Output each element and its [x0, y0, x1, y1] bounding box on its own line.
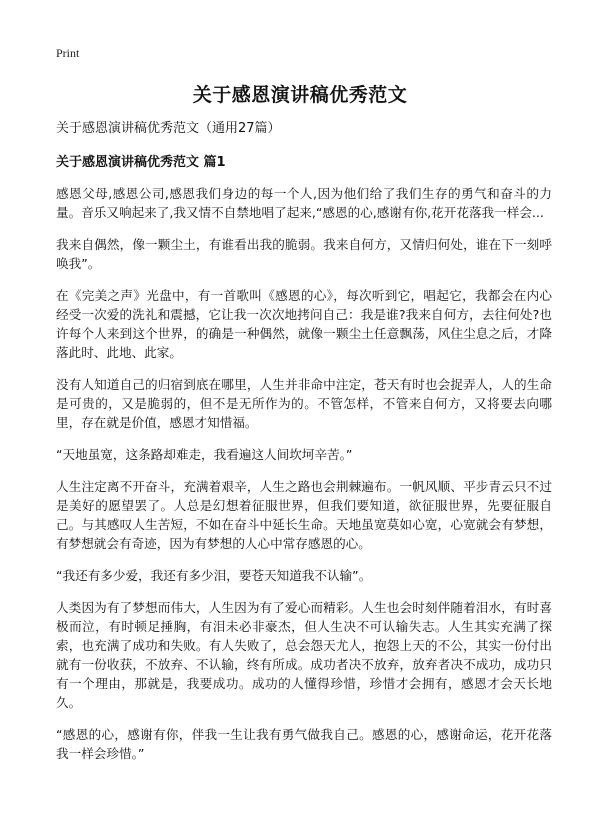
- paragraph-7: “我还有多少爱，我还有多少泪，要苍天知道我不认输”。: [56, 568, 372, 583]
- paragraph-9: “感恩的心，感谢有你，伴我一生让我有勇气做我自己。感恩的心，感谢命运，花开花落我一样会珍惜。”: [56, 727, 552, 761]
- section-heading: 关于感恩演讲稿优秀范文 篇1: [56, 155, 226, 170]
- document-subtitle: 关于感恩演讲稿优秀范文（通用27篇）: [56, 121, 281, 136]
- print-link[interactable]: Print: [56, 46, 80, 60]
- paragraph-4: 没有人知道自己的归宿到底在哪里，人生并非命中注定，苍天有时也会捉弄人，人的生命是可贵的，又是脆弱的，但不是无所作为的。不管怎样，不管来自何方，又将要去向哪里，存在就是价值，感恩才知惜福。: [56, 377, 552, 430]
- paragraph-8: 人类因为有了梦想而伟大，人生因为有了爱心而精彩。人生也会时刻伴随着泪水，有时喜极而泣，有时顿足捶胸，有泪未必非豪杰，但人生决不可认输失志。人生其实充满了探索，也充满了成功和失败。有人失败了，总会怨天尤人，抱怨上天的不公，其实一份付出就有一份收获，不放弃、不认输，终有所成。成功者决不放弃，放弃者决不成功，成功只有一个理由，那就是，我要成功。成功的人懂得珍惜，珍惜才会拥有，感恩才会天长地久。: [56, 600, 552, 710]
- paragraph-6: 人生注定离不开奋斗，充满着艰辛，人生之路也会荆棘遍布。一帆风顺、平步青云只不过是美好的愿望罢了。人总是幻想着征服世界，但我们要知道，欲征服世界，先要征服自己。与其感叹人生苦短，不如在奋斗中延长生命。天地虽宽莫如心宽，心宽就会有梦想，有梦想就会有奇迹，因为有梦想的人心中常存感恩的心。: [56, 479, 552, 551]
- paragraph-3: 在《完美之声》光盘中，有一首歌叫《感恩的心》，每次听到它，唱起它，我都会在内心经受一次爱的洗礼和震撼，它让我一次次地拷问自己：我是谁?我来自何方，去往何处?也许每个人来到这个世界，的确是一种偶然，就像一颗尘土任意飘荡，风住尘息之后，才降落此时、此地、此家。: [56, 288, 552, 360]
- paragraph-5: “天地虽宽，这条路却难走，我看遍这人间坎坷辛苦。”: [56, 447, 353, 462]
- page-title: 关于感恩演讲稿优秀范文: [192, 84, 408, 106]
- paragraph-1: 感恩父母,感恩公司,感恩我们身边的每一个人,因为他们给了我们生存的勇气和奋斗的力量。音乐又响起来了,我又情不自禁地唱了起来,“感恩的心,感谢有你,花开花落我一样会...: [56, 186, 552, 220]
- article-body: [56, 120, 552, 776]
- paragraph-2: 我来自偶然，像一颗尘土，有谁看出我的脆弱。我来自何方，又情归何处，谁在下一刻呼唤我”。: [56, 237, 552, 271]
